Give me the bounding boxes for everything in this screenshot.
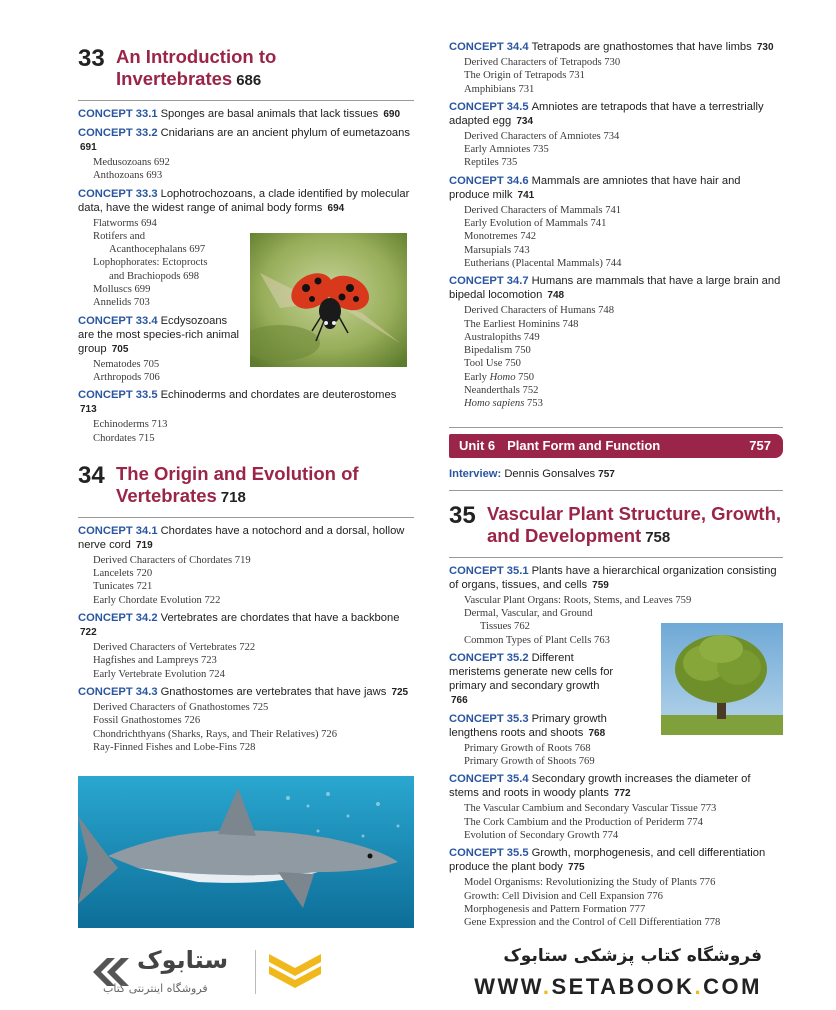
subtopic-item[interactable]: Echinoderms 713 [93, 419, 168, 431]
subtopic-item[interactable]: Tool Use 750 [464, 358, 521, 370]
concept-page: 691 [80, 142, 97, 153]
unit-label: Unit 6 [459, 437, 496, 453]
url-www: WWW [474, 974, 543, 999]
chapter-title [116, 463, 359, 509]
interview-page: 757 [598, 468, 615, 480]
concept-text: Growth, morphogenesis, and cell differentiation produce the plant body [449, 847, 766, 874]
divider [449, 557, 783, 558]
concept-page: 734 [516, 115, 534, 127]
concept-page: 719 [135, 539, 153, 551]
store-url[interactable] [474, 974, 762, 1000]
chapter-page: 686 [236, 72, 262, 89]
concept-entry [78, 388, 414, 445]
concept-text: Different meristems generate new cells for primary and secondary growth [449, 651, 614, 692]
concept-page: 722 [80, 627, 97, 639]
concept-heading[interactable] [78, 524, 414, 553]
concept-heading[interactable] [78, 126, 414, 155]
concept-text: Vertebrates are chordates that have a backbone [160, 612, 400, 625]
concept-number: CONCEPT 33.2 [78, 127, 158, 139]
chapter-35-concepts [449, 564, 783, 943]
concept-page: 759 [592, 579, 609, 591]
subtopic-item[interactable]: Tunicates 721 [93, 581, 153, 593]
concept-text: Plants have a hierarchical organization consisting of organs, tissues, and cells [449, 564, 777, 591]
concept-entry [449, 174, 783, 270]
logo-separator [255, 950, 256, 994]
concept-text: Amniotes are tetrapods that have a terrestrially adapted egg [449, 100, 764, 127]
chapter-title-line1: The Origin and Evolution of [116, 462, 359, 484]
unit-page: 757 [749, 437, 771, 453]
subtopic-item[interactable]: Early Evolution of Mammals 741 [464, 218, 607, 230]
concept-heading[interactable] [449, 846, 783, 875]
divider [449, 427, 783, 428]
subtopic-item[interactable]: Nematodes 705 [93, 358, 160, 370]
url-dot: . [694, 974, 704, 999]
subtopic-item[interactable]: Derived Characters of Gnathostomes 725 [93, 701, 269, 713]
concept-number: CONCEPT 33.1 [78, 108, 158, 120]
subtopic-item[interactable]: Dermal, Vascular, and Ground [464, 607, 593, 619]
subtopic-item[interactable]: and Brachiopods 698 [109, 270, 200, 282]
chapter-title [487, 503, 781, 549]
subtopic-item[interactable]: The Cork Cambium and the Production of Periderm 774 [464, 816, 703, 828]
subtopic-item[interactable]: Chondrichthyans (Sharks, Rays, and Their Relatives) 726 [93, 728, 338, 740]
subtopic-list [464, 130, 783, 170]
concept-number: CONCEPT 34.3 [78, 685, 158, 698]
subtopic-item[interactable]: Ray-Finned Fishes and Lobe-Fins 728 [93, 741, 256, 753]
concept-page: 705 [111, 343, 129, 355]
subtopic-item[interactable]: Derived Characters of Vertebrates 722 [93, 642, 256, 654]
subtopic-item[interactable]: Primary Growth of Roots 768 [464, 742, 591, 754]
concept-heading[interactable] [78, 611, 414, 640]
concept-number: CONCEPT 34.7 [449, 275, 529, 288]
subtopic-item[interactable]: Early Chordate Evolution 722 [93, 594, 221, 606]
concept-number: CONCEPT 33.5 [78, 389, 158, 402]
concept-entry [78, 126, 414, 183]
concept-heading[interactable] [449, 712, 614, 741]
chapter-page: 758 [645, 528, 671, 546]
concept-number: CONCEPT 35.3 [449, 712, 529, 725]
subtopic-item[interactable]: Anthozoans 693 [93, 170, 163, 182]
chapter-title-line1: Vascular Plant Structure, Growth, [487, 502, 782, 524]
subtopic-item[interactable]: Reptiles 735 [464, 157, 518, 169]
shark-photo [78, 776, 414, 928]
subtopic-list [464, 802, 783, 842]
subtopic-item[interactable]: Australopiths 749 [464, 331, 540, 343]
subtopic-item[interactable]: Flatworms 694 [93, 217, 157, 229]
concept-heading[interactable] [449, 772, 783, 801]
concept-heading[interactable] [449, 274, 783, 303]
chapter-title-line2: Vertebrates [116, 484, 217, 506]
concept-entry [449, 100, 783, 170]
concept-heading[interactable] [78, 388, 414, 417]
concept-entry [78, 685, 414, 754]
concept-heading[interactable] [78, 107, 414, 122]
chapter-number: 33 [78, 45, 105, 72]
concept-page: 730 [756, 42, 774, 53]
setabook-logo [93, 946, 333, 998]
chapter-34-heading [78, 463, 414, 509]
divider [449, 490, 783, 491]
concept-number: CONCEPT 35.5 [449, 847, 529, 860]
subtopic-item[interactable]: Derived Characters of Chordates 719 [93, 554, 251, 566]
subtopic-item[interactable]: Fossil Gnathostomes 726 [93, 715, 201, 727]
subtopic-item[interactable]: Early Homo 750 [464, 371, 535, 383]
concept-heading[interactable] [449, 564, 783, 593]
concept-heading[interactable] [449, 40, 783, 55]
subtopic-item[interactable]: Acanthocephalans 697 [109, 244, 206, 256]
concept-page: 713 [80, 404, 97, 416]
concept-text: Chordates have a notochord and a dorsal, hollow nerve cord [78, 524, 405, 551]
concept-number: CONCEPT 35.4 [449, 773, 529, 786]
concept-text: Ecdysozoans are the most species-rich animal group [78, 314, 240, 355]
chapter-34-continued-concepts [449, 40, 783, 411]
interview-label: Interview: [449, 467, 502, 480]
concept-page: 772 [613, 788, 631, 800]
concept-heading[interactable] [78, 187, 414, 216]
subtopic-list [464, 742, 783, 769]
subtopic-item[interactable]: Arthropods 706 [93, 371, 160, 383]
subtopic-item[interactable]: Bipedalism 750 [464, 345, 531, 357]
concept-page: 775 [567, 862, 585, 874]
concept-entry [78, 524, 414, 607]
concept-page: 748 [547, 290, 565, 302]
concept-text: Cnidarians are an ancient phylum of eumetazoans [160, 127, 410, 139]
concept-text: Tetrapods are gnathostomes that have limbs [531, 41, 752, 53]
subtopic-list [464, 204, 783, 270]
concept-number: CONCEPT 34.1 [78, 524, 158, 537]
concept-page: 694 [327, 202, 345, 214]
subtopic-item[interactable]: The Origin of Tetrapods 731 [464, 70, 585, 82]
divider [78, 517, 414, 518]
concept-text: Secondary growth increases the diameter of stems and roots in woody plants [449, 773, 751, 800]
subtopic-item[interactable]: Early Amniotes 735 [464, 144, 549, 156]
concept-text: Gnathostomes are vertebrates that have jaws [160, 685, 387, 698]
right-column [449, 0, 783, 943]
subtopic-item[interactable]: Homo sapiens 753 [464, 398, 543, 410]
subtopic-list [93, 156, 414, 183]
concept-number: CONCEPT 34.6 [449, 174, 529, 187]
concept-page: 768 [588, 727, 606, 739]
logo-word: ستابوک [137, 946, 229, 974]
subtopic-item[interactable]: Molluscs 699 [93, 284, 151, 296]
chapter-33-heading [78, 46, 414, 92]
concept-number: CONCEPT 34.2 [78, 612, 158, 625]
chapter-title-line1: An Introduction to [116, 46, 277, 67]
subtopic-item[interactable]: Derived Characters of Amniotes 734 [464, 130, 620, 142]
subtopic-item[interactable]: Evolution of Secondary Growth 774 [464, 830, 619, 842]
subtopic-item[interactable]: Growth: Cell Division and Cell Expansion 776 [464, 890, 663, 902]
subtopic-list [93, 554, 414, 607]
subtopic-item[interactable]: Common Types of Plant Cells 763 [464, 634, 610, 646]
concept-entry [78, 611, 414, 681]
subtopic-list [464, 304, 783, 410]
concept-text: Mammals are amniotes that have hair and produce milk [449, 174, 741, 201]
concept-heading[interactable] [78, 314, 243, 357]
concept-text: Humans are mammals that have a large brain and bipedal locomotion [449, 275, 781, 302]
subtopic-item[interactable]: Derived Characters of Tetrapods 730 [464, 57, 621, 68]
concept-heading[interactable] [78, 685, 414, 700]
concept-heading[interactable] [449, 651, 614, 708]
url-domain: SETABOOK [551, 974, 695, 999]
subtopic-item[interactable]: Tissues 762 [480, 621, 530, 633]
concept-page: 725 [391, 686, 409, 698]
subtopic-item[interactable]: Hagfishes and Lampreys 723 [93, 655, 217, 667]
subtopic-item[interactable]: Rotifers and [93, 230, 146, 242]
concept-number: CONCEPT 35.1 [449, 564, 529, 577]
tree-photo [661, 623, 783, 735]
footer [0, 928, 836, 1010]
subtopic-item[interactable]: Derived Characters of Humans 748 [464, 305, 615, 317]
subtopic-item[interactable]: Neanderthals 752 [464, 385, 539, 397]
concept-page: 766 [451, 694, 468, 706]
concept-entry [449, 772, 783, 842]
subtopic-list [93, 418, 414, 445]
concept-entry [78, 107, 414, 122]
subtopic-item[interactable]: Early Vertebrate Evolution 724 [93, 668, 225, 680]
subtopic-item[interactable]: The Earliest Hominins 748 [464, 318, 579, 330]
concept-heading[interactable] [449, 174, 783, 203]
concept-number: CONCEPT 34.5 [449, 100, 529, 113]
chapter-title [116, 46, 276, 92]
concept-page: 741 [517, 189, 535, 201]
subtopic-item[interactable]: Lophophorates: Ectoprocts [93, 257, 208, 269]
logo-subtitle: فروشگاه اینترنتی کتاب [103, 982, 208, 995]
concept-number: CONCEPT 35.2 [449, 651, 529, 664]
subtopic-item[interactable]: Chordates 715 [93, 432, 155, 444]
subtopic-item[interactable]: Primary Growth of Shoots 769 [464, 756, 595, 768]
subtopic-item[interactable]: Gene Expression and the Control of Cell Differentiation 778 [464, 917, 721, 929]
subtopic-item[interactable]: Medusozoans 692 [93, 157, 170, 168]
subtopic-item[interactable]: Marsupials 743 [464, 244, 530, 256]
ladybug-photo [250, 233, 407, 367]
concept-text: Lophotrochozoans, a clade identified by molecular data, have the widest range of animal body forms [78, 187, 410, 214]
left-column [78, 0, 414, 754]
subtopic-item[interactable]: Amphibians 731 [464, 83, 535, 95]
chapter-page: 718 [220, 488, 246, 506]
subtopic-item[interactable]: Morphogenesis and Pattern Formation 777 [464, 903, 646, 915]
concept-page: 690 [383, 109, 401, 120]
subtopic-item[interactable]: Model Organisms: Revolutionizing the Study of Plants 776 [464, 877, 716, 889]
subtopic-item[interactable]: Lancelets 720 [93, 568, 153, 580]
concept-entry [449, 274, 783, 410]
chapter-35-heading [449, 503, 783, 549]
concept-text: Echinoderms and chordates are deuterostomes [160, 389, 397, 402]
concept-number: CONCEPT 33.4 [78, 314, 158, 327]
subtopic-item[interactable]: Vascular Plant Organs: Roots, Stems, and Leaves 759 [464, 594, 692, 606]
concept-text: Primary growth lengthens roots and shoots [449, 712, 607, 739]
subtopic-list [93, 641, 414, 681]
concept-heading[interactable] [449, 100, 783, 129]
unit-banner [449, 434, 783, 458]
chapter-number: 35 [449, 501, 476, 529]
url-tld: COM [703, 974, 762, 999]
chapter-title-line2: Invertebrates [116, 68, 233, 89]
interview-name: Dennis Gonsalves [504, 467, 596, 480]
subtopic-list [464, 56, 783, 96]
books-logo-icon [265, 948, 325, 992]
divider [78, 100, 414, 101]
subtopic-item[interactable]: Derived Characters of Mammals 741 [464, 204, 622, 216]
unit-title: Plant Form and Function [507, 437, 661, 453]
chapter-34-concepts [78, 524, 414, 754]
concept-entry [449, 40, 783, 96]
subtopic-item[interactable]: Annelids 703 [93, 297, 150, 309]
concept-text: Sponges are basal animals that lack tissues [160, 108, 379, 120]
concept-number: CONCEPT 34.4 [449, 41, 529, 53]
interview-line [449, 468, 783, 480]
subtopic-item[interactable]: The Vascular Cambium and Secondary Vascular Tissue 773 [464, 803, 717, 815]
url-dot: . [542, 974, 552, 999]
store-name: فروشگاه کتاب پزشکی ستابوک [503, 946, 762, 966]
chapter-number: 34 [78, 461, 105, 489]
subtopic-list [93, 701, 414, 754]
concept-number: CONCEPT 33.3 [78, 187, 158, 200]
subtopic-item[interactable]: Monotremes 742 [464, 231, 537, 243]
subtopic-item[interactable]: Eutherians (Placental Mammals) 744 [464, 257, 622, 269]
chapter-title-line2: and Development [487, 524, 642, 546]
